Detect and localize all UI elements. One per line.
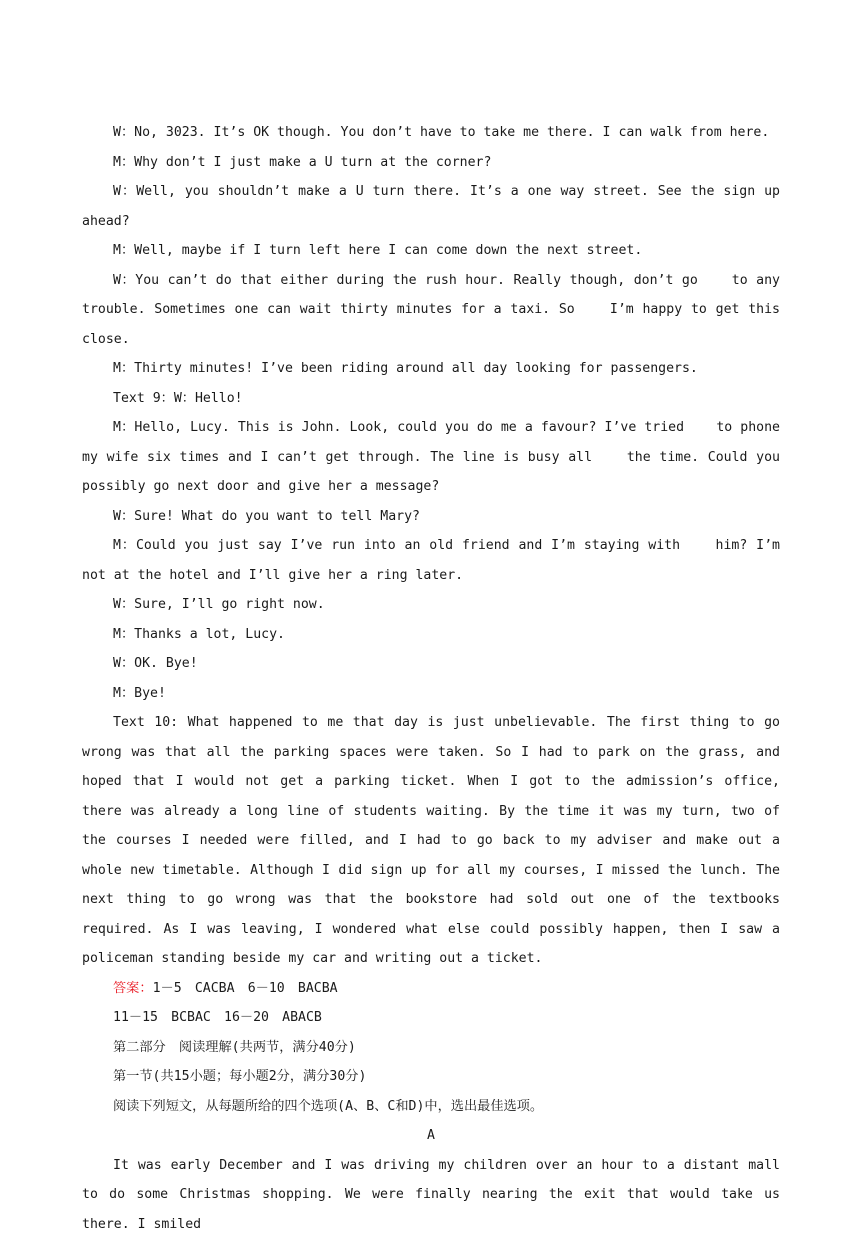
passage-paragraph: It was early December and I was driving my children over an hour to a distant mall to do some Christmas shopping. We were finally nearing the exit that would take us there. I smiled [82, 1151, 780, 1239]
answers-line-1 [82, 974, 780, 1004]
passage-label: A [82, 1121, 780, 1151]
dialogue-line: M：Thirty minutes! I’ve been riding around all day looking for passengers. [82, 354, 780, 384]
answers-line-2: 11－15 BCBAC 16－20 ABACB [82, 1003, 780, 1033]
dialogue-line: M：Thanks a lot, Lucy. [82, 620, 780, 650]
dialogue-line: W：OK. Bye! [82, 649, 780, 679]
dialogue-line: Text 9：W：Hello! [82, 384, 780, 414]
section-title: 第二部分 阅读理解(共两节，满分40分) [82, 1033, 780, 1063]
document-page [82, 118, 780, 1239]
section-instruction: 阅读下列短文，从每题所给的四个选项(A、B、C和D)中，选出最佳选项。 [82, 1092, 780, 1122]
dialogue-line: M：Well, maybe if I turn left here I can come down the next street. [82, 236, 780, 266]
dialogue-line: W：Sure, I’ll go right now. [82, 590, 780, 620]
dialogue-line: W：No, 3023. It’s OK though. You don’t have to take me there. I can walk from here. [82, 118, 780, 148]
answers-label: 答案： [113, 981, 153, 996]
text10-paragraph: Text 10: What happened to me that day is just unbelievable. The first thing to go wrong was that all the parking spaces were taken. So I had to park on the grass, and hoped that I would not get a parking ticket. When I got to the admission’s office, there was already a long line of students waiting. By the time it was my turn, two of the courses I needed were filled, and I had to go back to my adviser and make out a whole new timetable. Although I did sign up for all my courses, I missed the lunch. The next thing to go wrong was that the bookstore had sold out one of the textbooks required. As I was leaving, I wondered what else could possibly happen, then I saw a policeman standing beside my car and writing out a ticket. [82, 708, 780, 974]
dialogue-line: W：You can’t do that either during the rush hour. Really though, don’t go to any trouble. Sometimes one can wait thirty minutes for a taxi. So I’m happy to get this close. [82, 266, 780, 355]
dialogue-line: M：Hello, Lucy. This is John. Look, could you do me a favour? I’ve tried to phone my wife six times and I can’t get through. The line is busy all the time. Could you possibly go next door and give her a message? [82, 413, 780, 502]
dialogue-line: M：Why don’t I just make a U turn at the corner? [82, 148, 780, 178]
dialogue-line: M：Could you just say I’ve run into an old friend and I’m staying with him? I’m not at the hotel and I’ll give her a ring later. [82, 531, 780, 590]
dialogue-line: W：Sure! What do you want to tell Mary? [82, 502, 780, 532]
section-subtitle: 第一节(共15小题；每小题2分，满分30分) [82, 1062, 780, 1092]
dialogue-line: M：Bye! [82, 679, 780, 709]
answers-values: 1－5 CACBA 6－10 BACBA [153, 981, 338, 996]
dialogue-line: W：Well, you shouldn’t make a U turn there. It’s a one way street. See the sign up ahead? [82, 177, 780, 236]
